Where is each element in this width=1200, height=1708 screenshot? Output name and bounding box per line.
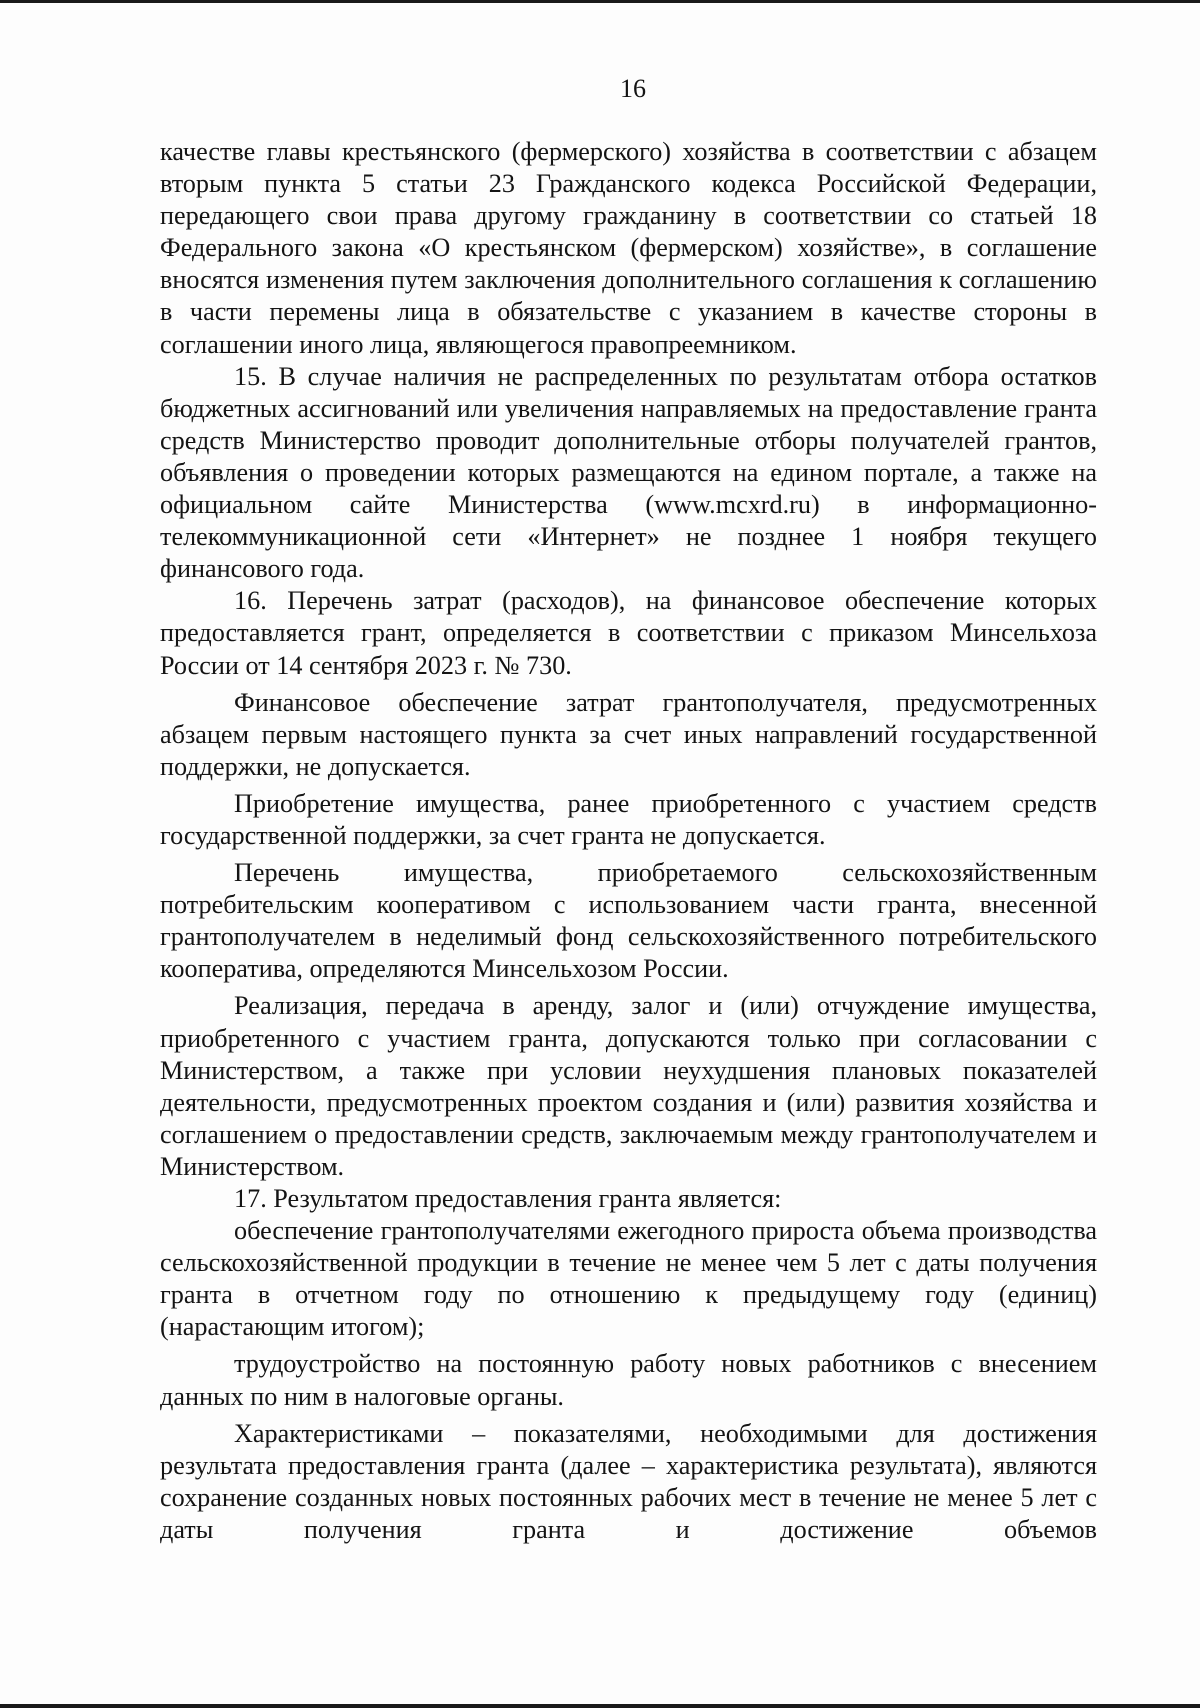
scan-edge-bottom: [0, 1704, 1200, 1708]
paragraph-property-list: Перечень имущества, приобретаемого сельскохозяйственным потребительским кооперативом с использованием части гранта, внесенной грантополучателем в неделимый фонд сельскохозяйственного потребительского кооператива, определяются Минсельхозом России.: [160, 858, 1097, 984]
paragraph-result-employment: трудоустройство на постоянную работу новых работников с внесением данных по ним в налоговые органы.: [160, 1349, 1097, 1411]
paragraph-clause-16: 16. Перечень затрат (расходов), на финансовое обеспечение которых предоставляется грант, определяется в соответствии с приказом Минсельхоза России от 14 сентября 2023 г. № 730.: [160, 586, 1097, 680]
paragraph-continuation: качестве главы крестьянского (фермерского) хозяйства в соответствии с абзацем вторым пункта 5 статьи 23 Гражданского кодекса Российской Федерации, передающего свои права другому гражданину в соответствии со статьей 18 Федерального закона «О крестьянском (фермерском) хозяйстве», в соглашение вносятся изменения путем заключения дополнительного соглашения к соглашению в части перемены лица в обязательстве с указанием в качестве стороны в соглашении иного лица, являющегося правопреемником.: [160, 137, 1097, 359]
paragraph-property-disposal: Реализация, передача в аренду, залог и (или) отчуждение имущества, приобретенного с участием гранта, допускаются только при согласовании с Министерством, а также при условии неухудшения плановых показателей деятельности, предусмотренных проектом создания и (или) развития хозяйства и соглашением о предоставлении средств, заключаемым между грантополучателем и Министерством.: [160, 991, 1097, 1181]
paragraph-clause-15: 15. В случае наличия не распределенных по результатам отбора остатков бюджетных ассигнований или увеличения направляемых на предоставление гранта средств Министерство проводит дополнительные отборы получателей грантов, объявления о проведении которых размещаются на едином портале, а также на официальном сайте Министерства (www.mcxrd.ru) в информационно-телекоммуникационной сети «Интернет» не позднее 1 ноября текущего финансового года.: [160, 361, 1097, 584]
paragraph-result-characteristics: Характеристиками – показателями, необходимыми для достижения результата предоставления гранта (далее – характеристика результата), являются сохранение созданных новых постоянных рабочих мест в течение не менее 5 лет с даты получения гранта и достижение объемов: [160, 1418, 1097, 1544]
paragraph-result-production: обеспечение грантополучателями ежегодного прироста объема производства сельскохозяйственной продукции в течение не менее чем 5 лет с даты получения гранта в отчетном году по отношению к предыдущему году (единиц) (нарастающим итогом);: [160, 1216, 1097, 1342]
scan-edge-top: [0, 0, 1200, 3]
paragraph-financing-restriction: Финансовое обеспечение затрат грантополучателя, предусмотренных абзацем первым настоящего пункта за счет иных направлений государственной поддержки, не допускается.: [160, 687, 1097, 781]
page-number: 16: [620, 74, 646, 103]
paragraph-property-acquisition: Приобретение имущества, ранее приобретенного с участием средств государственной поддержки, за счет гранта не допускается.: [160, 788, 1097, 850]
document-body: [160, 136, 1097, 1546]
paragraph-clause-17: 17. Результатом предоставления гранта является:: [234, 1184, 782, 1213]
